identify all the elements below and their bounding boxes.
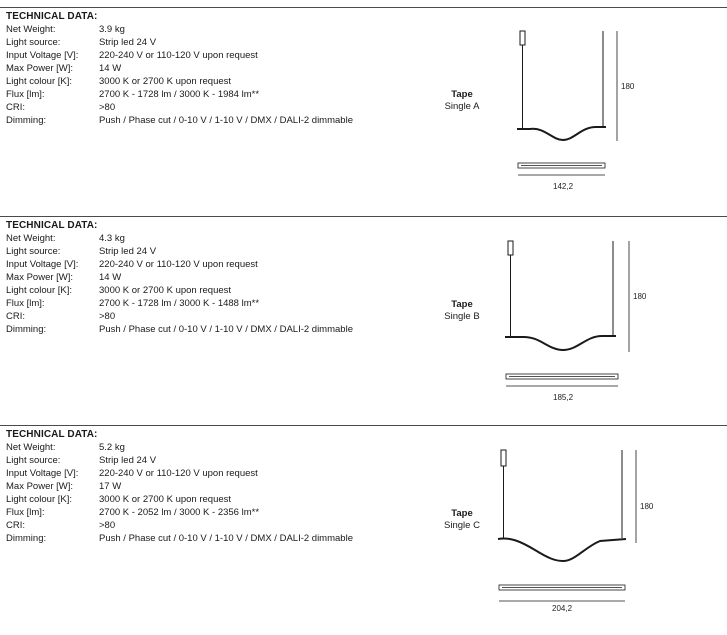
spec-label: Net Weight: xyxy=(6,24,56,35)
model-name: Tape xyxy=(451,508,473,519)
lamp-drawing-single-c xyxy=(0,425,727,625)
lamp-drawing-single-b xyxy=(0,216,727,426)
spec-value: 17 W xyxy=(99,481,122,492)
model-variant: Single C xyxy=(444,520,480,531)
model-variant: Single B xyxy=(444,311,480,322)
width-dimension: 185,2 xyxy=(553,393,574,402)
spec-value: 2700 K - 1728 lm / 3000 K - 1984 lm** xyxy=(99,89,260,100)
spec-value: 5.2 kg xyxy=(99,442,125,453)
spec-value: Push / Phase cut / 0-10 V / 1-10 V / DMX / DALI-2 dimmable xyxy=(99,533,353,544)
spec-value: >80 xyxy=(99,102,116,113)
spec-label: CRI: xyxy=(6,102,25,113)
spec-value: 220-240 V or 110-120 V upon request xyxy=(99,468,258,479)
spec-value: 14 W xyxy=(99,272,122,283)
led-tape-wave xyxy=(517,127,606,140)
led-tape-wave xyxy=(498,538,626,561)
spec-value: Push / Phase cut / 0-10 V / 1-10 V / DMX / DALI-2 dimmable xyxy=(99,324,353,335)
spec-label: Net Weight: xyxy=(6,233,56,244)
spec-value: 3000 K or 2700 K upon request xyxy=(99,285,232,296)
spec-value: 3000 K or 2700 K upon request xyxy=(99,76,232,87)
spec-value: 4.3 kg xyxy=(99,233,125,244)
spec-label: Dimming: xyxy=(6,324,47,335)
spec-value: Strip led 24 V xyxy=(99,455,157,466)
spec-value: Strip led 24 V xyxy=(99,37,157,48)
technical-data-heading: TECHNICAL DATA: xyxy=(6,429,98,440)
spec-label: Input Voltage [V]: xyxy=(6,468,79,479)
spec-label: Input Voltage [V]: xyxy=(6,259,79,270)
width-dimension: 142,2 xyxy=(553,182,574,191)
spec-section-single-c xyxy=(0,425,727,635)
model-variant: Single A xyxy=(444,101,480,112)
spec-value: 3.9 kg xyxy=(99,24,125,35)
model-name: Tape xyxy=(451,89,473,100)
spec-label: Max Power [W]: xyxy=(6,481,74,492)
height-dimension: 180 xyxy=(640,502,654,511)
spec-value: 220-240 V or 110-120 V upon request xyxy=(99,259,258,270)
spec-value: Strip led 24 V xyxy=(99,246,157,257)
spec-label: Max Power [W]: xyxy=(6,272,74,283)
spec-label: Dimming: xyxy=(6,533,47,544)
height-dimension: 180 xyxy=(633,292,647,301)
spec-label: Net Weight: xyxy=(6,442,56,453)
spec-label: Dimming: xyxy=(6,115,47,126)
spec-value: Push / Phase cut / 0-10 V / 1-10 V / DMX / DALI-2 dimmable xyxy=(99,115,353,126)
spec-section-single-b xyxy=(0,216,727,426)
height-dimension: 180 xyxy=(621,82,635,91)
spec-label: CRI: xyxy=(6,311,25,322)
spec-label: Light colour [K]: xyxy=(6,494,73,505)
spec-label: Light colour [K]: xyxy=(6,285,73,296)
spec-label: Flux [lm]: xyxy=(6,507,45,518)
spec-label: CRI: xyxy=(6,520,25,531)
canopy-icon xyxy=(520,31,525,45)
model-name: Tape xyxy=(451,299,473,310)
spec-label: Input Voltage [V]: xyxy=(6,50,79,61)
technical-data-heading: TECHNICAL DATA: xyxy=(6,220,98,231)
canopy-icon xyxy=(508,241,513,255)
spec-label: Light source: xyxy=(6,455,61,466)
spec-label: Light source: xyxy=(6,37,61,48)
spec-value: 3000 K or 2700 K upon request xyxy=(99,494,232,505)
spec-value: 2700 K - 2052 lm / 3000 K - 2356 lm** xyxy=(99,507,260,518)
spec-label: Max Power [W]: xyxy=(6,63,74,74)
spec-value: 14 W xyxy=(99,63,122,74)
spec-value: >80 xyxy=(99,520,116,531)
spec-value: 220-240 V or 110-120 V upon request xyxy=(99,50,258,61)
technical-data-heading: TECHNICAL DATA: xyxy=(6,11,98,22)
width-dimension: 204,2 xyxy=(552,604,573,613)
lamp-drawing-single-a xyxy=(0,7,727,217)
canopy-icon xyxy=(501,450,506,466)
spec-label: Light source: xyxy=(6,246,61,257)
spec-section-single-a xyxy=(0,7,727,217)
spec-value: >80 xyxy=(99,311,116,322)
led-tape-wave xyxy=(505,336,616,350)
spec-label: Flux [lm]: xyxy=(6,298,45,309)
spec-label: Flux [lm]: xyxy=(6,89,45,100)
spec-value: 2700 K - 1728 lm / 3000 K - 1488 lm** xyxy=(99,298,260,309)
spec-label: Light colour [K]: xyxy=(6,76,73,87)
